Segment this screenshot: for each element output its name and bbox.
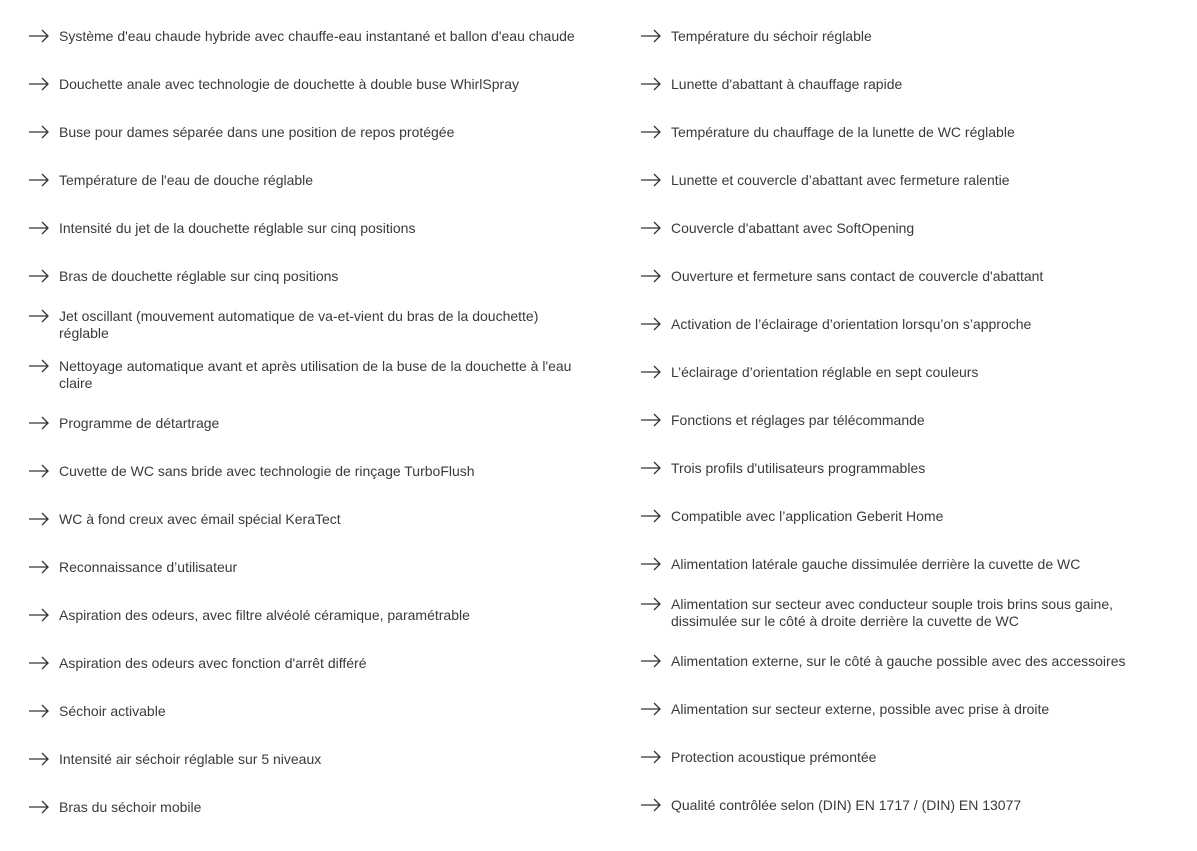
arrow-right-icon [640,413,662,427]
arrow-right-icon [640,77,662,91]
feature-label: Ouverture et fermeture sans contact de couvercle d'abattant [671,268,1044,284]
feature-item [640,76,1197,116]
arrow-right-icon [28,608,50,622]
feature-label: Bras de douchette réglable sur cinq positions [59,268,339,284]
arrow-right-icon [640,173,662,187]
feature-item [640,124,1197,164]
feature-label: Température du chauffage de la lunette de WC réglable [671,124,1015,140]
arrow-right-icon [640,269,662,283]
feature-item [640,172,1197,212]
feature-label: Compatible avec l’application Geberit Home [671,508,944,524]
feature-label: Aspiration des odeurs avec fonction d'arrêt différé [59,655,367,671]
feature-label: Aspiration des odeurs, avec filtre alvéolé céramique, paramétrable [59,607,470,623]
feature-item [640,460,1197,500]
arrow-right-icon [640,221,662,235]
feature-label: Alimentation sur secteur avec conducteur souple trois brins sous gaine, dissimulée sur le côté à droite derrière la cuvette de WC [671,596,1114,629]
feature-item [28,220,608,260]
arrow-right-icon [28,752,50,766]
feature-item [28,751,608,791]
feature-item [28,463,608,503]
feature-label: WC à fond creux avec émail spécial KeraTect [59,511,341,527]
feature-label: Activation de l’éclairage d’orientation lorsqu’on s’approche [671,316,1032,332]
feature-label: Cuvette de WC sans bride avec technologie de rinçage TurboFlush [59,463,475,479]
feature-label: Programme de détartrage [59,415,220,431]
feature-label: Trois profils d'utilisateurs programmables [671,460,926,476]
arrow-right-icon [28,560,50,574]
feature-item [640,749,1197,789]
feature-label: Alimentation externe, sur le côté à gauche possible avec des accessoires [671,653,1126,669]
arrow-right-icon [640,461,662,475]
feature-item [28,358,608,398]
feature-label: Séchoir activable [59,703,166,719]
feature-item [28,28,608,68]
feature-label: Nettoyage automatique avant et après utilisation de la buse de la douchette à l'eau claire [59,358,572,391]
arrow-right-icon [28,800,50,814]
arrow-right-icon [640,750,662,764]
arrow-right-icon [28,269,50,283]
feature-item [28,268,608,308]
arrow-right-icon [28,309,50,323]
feature-item [640,797,1197,837]
arrow-right-icon [28,704,50,718]
feature-label: Fonctions et réglages par télécommande [671,412,925,428]
feature-label: Intensité du jet de la douchette réglable sur cinq positions [59,220,416,236]
feature-item [640,653,1197,693]
feature-item [640,364,1197,404]
arrow-right-icon [640,509,662,523]
feature-label: Couvercle d'abattant avec SoftOpening [671,220,915,236]
feature-item [28,76,608,116]
arrow-right-icon [28,77,50,91]
feature-item [640,28,1197,68]
arrow-right-icon [28,512,50,526]
feature-item [28,655,608,695]
arrow-right-icon [640,125,662,139]
arrow-right-icon [640,365,662,379]
arrow-right-icon [28,464,50,478]
feature-item [640,268,1197,308]
feature-item [28,511,608,551]
feature-label: Lunette d'abattant à chauffage rapide [671,76,903,92]
feature-item [28,559,608,599]
arrow-right-icon [640,557,662,571]
arrow-right-icon [640,654,662,668]
feature-label: Bras du séchoir mobile [59,799,202,815]
arrow-right-icon [640,29,662,43]
feature-label: Alimentation latérale gauche dissimulée derrière la cuvette de WC [671,556,1081,572]
arrow-right-icon [28,125,50,139]
arrow-right-icon [28,656,50,670]
feature-label: Température du séchoir réglable [671,28,872,44]
feature-label: L’éclairage d’orientation réglable en sept couleurs [671,364,979,380]
arrow-right-icon [28,29,50,43]
feature-label: Lunette et couvercle d’abattant avec fermeture ralentie [671,172,1010,188]
arrow-right-icon [28,221,50,235]
feature-item [28,703,608,743]
feature-label: Alimentation sur secteur externe, possible avec prise à droite [671,701,1050,717]
arrow-right-icon [28,416,50,430]
feature-item [28,415,608,455]
feature-item [640,316,1197,356]
arrow-right-icon [28,359,50,373]
feature-item [28,607,608,647]
feature-item [640,220,1197,260]
feature-item [640,412,1197,452]
feature-label: Reconnaissance d’utilisateur [59,559,238,575]
feature-item [640,596,1197,636]
feature-label: Buse pour dames séparée dans une position de repos protégée [59,124,455,140]
arrow-right-icon [640,317,662,331]
feature-item [28,124,608,164]
feature-item [28,799,608,839]
feature-item [28,172,608,212]
feature-label: Température de l'eau de douche réglable [59,172,314,188]
feature-item [28,308,608,348]
arrow-right-icon [640,702,662,716]
arrow-right-icon [640,597,662,611]
feature-item [640,508,1197,548]
arrow-right-icon [640,798,662,812]
feature-label: Jet oscillant (mouvement automatique de va-et-vient du bras de la douchette) réglable [59,308,539,341]
feature-label: Qualité contrôlée selon (DIN) EN 1717 / (DIN) EN 13077 [671,797,1022,813]
feature-label: Douchette anale avec technologie de douchette à double buse WhirlSpray [59,76,519,92]
feature-label: Système d'eau chaude hybride avec chauffe-eau instantané et ballon d'eau chaude [59,28,575,44]
feature-label: Protection acoustique prémontée [671,749,877,765]
arrow-right-icon [28,173,50,187]
feature-label: Intensité air séchoir réglable sur 5 niveaux [59,751,322,767]
feature-item [640,556,1197,596]
feature-item [640,701,1197,741]
